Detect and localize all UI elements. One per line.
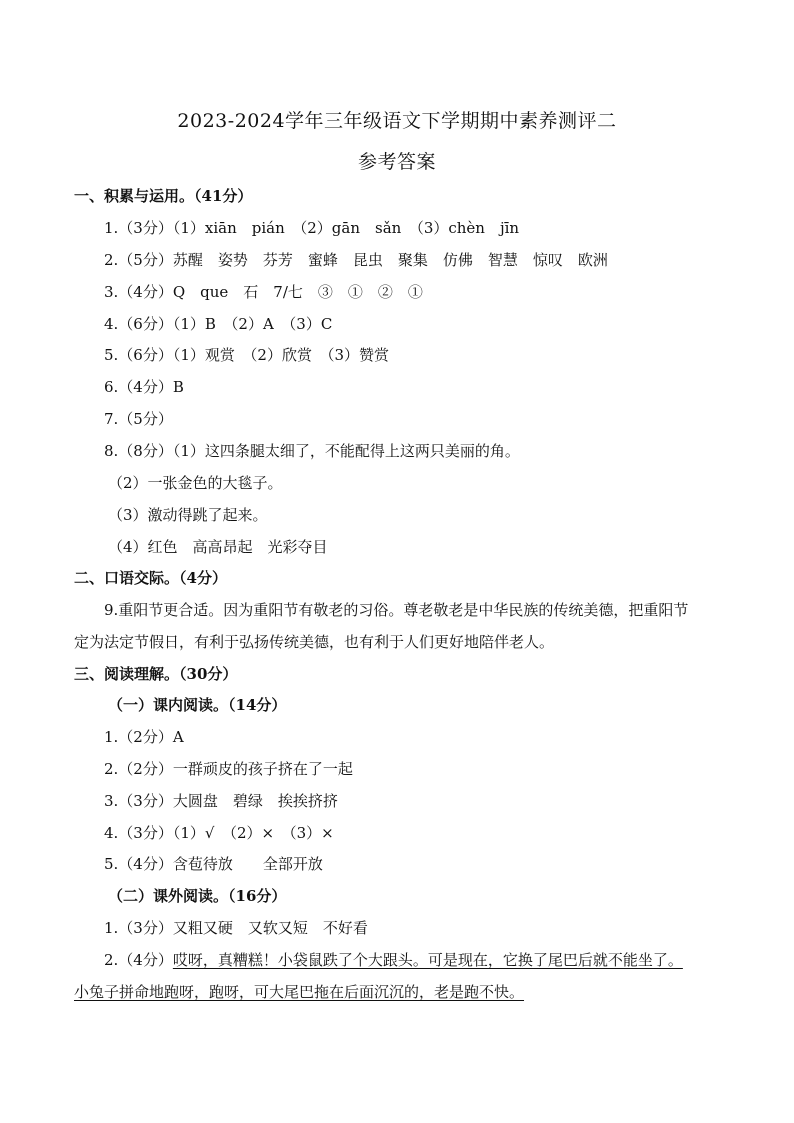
section-heading-1: 一、积累与运用。（41分） [74, 187, 253, 205]
underlined-answer: 哎呀，真糟糕！小袋鼠跌了个大跟头。可是现在，它换了尾巴后就不能坐了。 [172, 951, 683, 969]
answer-line: 1.（3分）又粗又硬 又软又短 不好看 [104, 919, 368, 937]
answer-line: （2）一张金色的大毯子。 [108, 474, 283, 492]
subsection-heading-1: （一）课内阅读。（14分） [108, 696, 287, 714]
answer-line: （4）红色 高高昂起 光彩夺目 [108, 538, 328, 556]
section-heading-2: 二、口语交际。（4分） [74, 569, 227, 587]
answer-line: 1.（2分）A [104, 728, 184, 746]
answer-line: 2.（5分）苏醒 姿势 芬芳 蜜蜂 昆虫 聚集 仿佛 智慧 惊叹 欧洲 [104, 251, 608, 269]
answer-line: 定为法定节假日，有利于弘扬传统美德，也有利于人们更好地陪伴老人。 [74, 633, 555, 651]
answer-line: 1.（3分）（1）xiān pián （2）gān sǎn （3）chèn jīn [104, 219, 520, 237]
answer-line: 2.（2分）一群顽皮的孩子挤在了一起 [104, 760, 353, 778]
answer-line: 4.（6分）（1）B （2）A （3）C [104, 315, 333, 333]
answer-line: （3）激动得跳了起来。 [108, 506, 268, 524]
subsection-heading-2: （二）课外阅读。（16分） [108, 887, 287, 905]
answer-line: 3.（4分）Q que 石 7/七 ③ ① ② ① [104, 283, 423, 301]
underlined-answer: 小兔子拼命地跑呀，跑呀，可大尾巴拖在后面沉沉的，老是跑不快。 [74, 983, 525, 1001]
section-heading-3: 三、阅读理解。（30分） [74, 665, 238, 683]
answer-line: 8.（8分）（1）这四条腿太细了，不能配得上这两只美丽的角。 [104, 442, 520, 460]
answer-line: 9.重阳节更合适。因为重阳节有敬老的习俗。尊老敬老是中华民族的传统美德，把重阳节 [104, 601, 689, 619]
answer-line: 6.（4分）B [104, 378, 184, 396]
answer-line [104, 950, 683, 970]
document-subtitle: 参考答案 [357, 151, 436, 173]
answer-line: 3.（3分）大圆盘 碧绿 挨挨挤挤 [104, 792, 338, 810]
answer-line: 5.（6分）（1）观赏 （2）欣赏 （3）赞赏 [104, 346, 389, 364]
answer-prefix: 2.（4分） [104, 951, 173, 969]
answer-line: 4.（3分）（1）√ （2）× （3）× [104, 824, 334, 842]
answer-line: 5.（4分）含苞待放 全部开放 [104, 855, 323, 873]
document-title: 2023-2024学年三年级语文下学期期中素养测评二 [177, 110, 617, 132]
answer-line: 7.（5分） [104, 410, 173, 428]
